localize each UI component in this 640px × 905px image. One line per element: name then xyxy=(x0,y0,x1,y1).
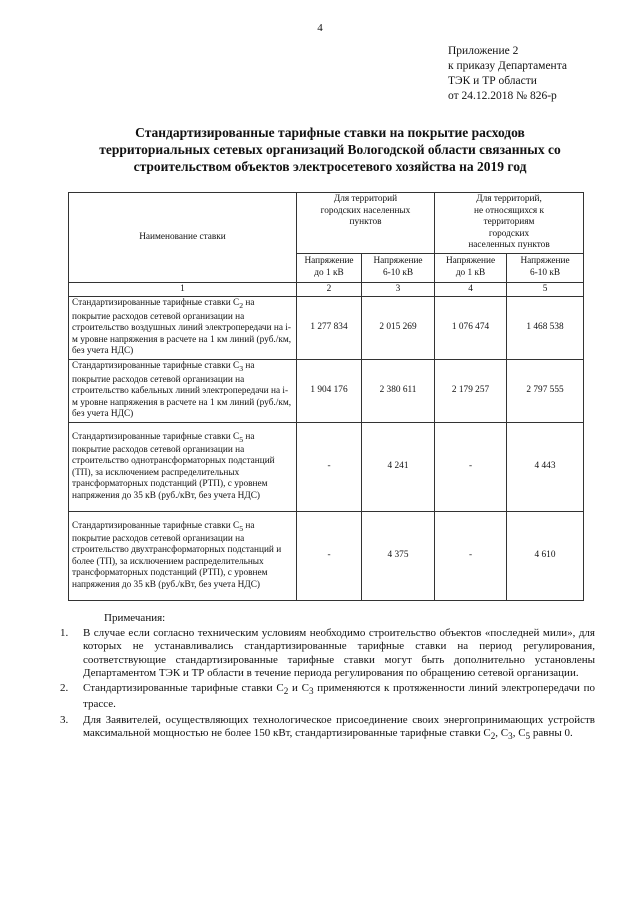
header-line: территориям xyxy=(483,217,535,227)
value-cell: 4 443 xyxy=(507,423,584,512)
header-line: Для территорий xyxy=(333,194,398,204)
note-subscript: 2 xyxy=(283,686,289,697)
value-cell: 2 380 611 xyxy=(362,360,435,423)
value-cell: 1 076 474 xyxy=(435,297,507,360)
table-row xyxy=(69,512,584,601)
note-text: Для Заявителей, осуществляющих технологическое присоединение своих энергопринимающих устройств максимальной мощностью не более 150 кВт, стандартизированные тарифные ставки С xyxy=(83,713,595,739)
appendix-line: Приложение 2 xyxy=(448,45,519,57)
note-text: и С xyxy=(288,682,309,695)
subheader-cell xyxy=(507,253,584,282)
rate-name-text: на покрытие расходов сетевой организации на строительство кабельных линий электропередачи на i-м уровне напряжения в расчете на 1 км линий (руб./км, без учета НДС) xyxy=(72,361,292,420)
rate-name-text: Стандартизированные тарифные ставки С xyxy=(72,361,240,372)
value-cell: 2 179 257 xyxy=(435,360,507,423)
header-line: городских населенных xyxy=(320,205,411,216)
rate-name-text: на покрытие расходов сетевой организации на строительство двухтрансформаторных подстанций и более (ТП), за исключением распределительных трансформаторных подстанций (РТП), с уровнем напряжения до 35 кВ (руб./кВт, без учета НДС) xyxy=(72,520,282,590)
rate-subscript: 3 xyxy=(239,364,244,374)
header-rate-name: Наименование ставки xyxy=(69,193,297,283)
subheader-line: Напряжение xyxy=(373,256,423,266)
header-urban xyxy=(297,193,435,254)
subheader-line: Напряжение xyxy=(304,256,354,266)
value-cell: 2 015 269 xyxy=(362,297,435,360)
rate-name-text: Стандартизированные тарифные ставки С xyxy=(72,520,240,531)
note-text: Стандартизированные тарифные ставки С xyxy=(83,682,284,695)
appendix-block xyxy=(448,44,567,104)
value-cell: - xyxy=(435,512,507,601)
subheader-line: Напряжение xyxy=(445,256,496,266)
note-number: 2. xyxy=(60,682,69,695)
rate-name-cell xyxy=(69,360,297,423)
rate-name-text: Стандартизированные тарифные ставки С xyxy=(72,431,240,442)
column-number-row xyxy=(69,282,584,297)
subheader-line: 6-10 кВ xyxy=(529,267,561,278)
rate-name-cell xyxy=(69,512,297,601)
rate-name-text: на покрытие расходов сетевой организации на строительство воздушных линий электропередачи на i-м уровне напряжения в расчете на 1 км линий (руб./км, без учета НДС) xyxy=(72,298,292,357)
table-row xyxy=(69,423,584,512)
rate-subscript: 2 xyxy=(239,301,244,311)
appendix-line: ТЭК и ТР области xyxy=(448,75,537,87)
subheader-line: 6-10 кВ xyxy=(382,267,414,278)
value-cell: 4 610 xyxy=(507,512,584,601)
value-cell: 1 904 176 xyxy=(297,360,362,423)
title-line: Стандартизированные тарифные ставки на покрытие расходов xyxy=(135,125,525,140)
note-text: , С xyxy=(495,726,509,739)
rate-name-cell xyxy=(69,423,297,512)
table-header-row xyxy=(69,193,584,254)
header-non-urban xyxy=(435,193,584,254)
subheader-cell xyxy=(297,253,362,282)
value-cell: - xyxy=(297,512,362,601)
note-text: В случае если согласно техническим условиям необходимо строительство объектов «последней мили», для которых не устанавливались стандартизированные тарифные ставки на период регулирования, соответствующие стандартизированные тарифные ставки могут быть дополнительно установлены Департаментом ТЭК и ТР области в течение периода регулирования по обращению сетевой организации. xyxy=(83,627,595,679)
column-number: 3 xyxy=(362,282,435,297)
table-row xyxy=(69,360,584,423)
rate-subscript: 5 xyxy=(239,434,244,444)
title-line: территориальных сетевых организаций Вологодской области связанных со xyxy=(99,142,561,157)
note-text: равны 0. xyxy=(530,726,573,739)
subheader-line: до 1 кВ xyxy=(455,267,486,278)
note-item xyxy=(60,682,595,712)
value-cell: 2 797 555 xyxy=(507,360,584,423)
document-title xyxy=(60,124,600,175)
notes-title: Примечания: xyxy=(104,612,166,624)
rate-name-cell xyxy=(69,297,297,360)
subheader-cell xyxy=(435,253,507,282)
notes-section xyxy=(60,612,595,745)
header-line: Для территорий, xyxy=(476,194,542,204)
page-number: 4 xyxy=(317,22,323,34)
value-cell: - xyxy=(297,423,362,512)
note-text: , С xyxy=(512,726,526,739)
value-cell: - xyxy=(435,423,507,512)
title-line: строительством объектов электросетевого хозяйства на 2019 год xyxy=(133,159,527,174)
note-subscript: 2 xyxy=(490,731,496,741)
subheader-line: до 1 кВ xyxy=(314,267,344,278)
note-item xyxy=(60,714,595,744)
rate-subscript: 5 xyxy=(239,523,244,533)
column-number: 5 xyxy=(507,282,584,297)
value-cell: 1 277 834 xyxy=(297,297,362,360)
subheader-cell xyxy=(362,253,435,282)
rate-name-text: Стандартизированные тарифные ставки С xyxy=(72,298,240,309)
header-line: пунктов xyxy=(349,217,382,227)
header-line: городских xyxy=(488,228,530,239)
note-subscript: 3 xyxy=(508,731,513,741)
value-cell: 4 375 xyxy=(362,512,435,601)
note-number: 1. xyxy=(60,627,69,640)
header-line: не относящихся к xyxy=(474,205,545,216)
column-number: 2 xyxy=(297,282,362,297)
note-subscript: 3 xyxy=(308,686,314,697)
value-cell: 4 241 xyxy=(362,423,435,512)
appendix-line: от 24.12.2018 № 826-р xyxy=(448,90,557,102)
rate-name-text: на покрытие расходов сетевой организации на строительство однотрансформаторных подстанций (ТП), за исключением распределительных трансформаторных подстанций (РТП), с уровнем напряжения до 35 кВ (руб./кВт, без учета НДС) xyxy=(72,431,275,501)
appendix-line: к приказу Департамента xyxy=(448,60,567,72)
table-row xyxy=(69,297,584,360)
subheader-line: Напряжение xyxy=(520,256,570,266)
column-number: 4 xyxy=(435,282,507,297)
note-text: применяются к протяженности линий электропередачи по трассе. xyxy=(83,682,595,711)
rates-table xyxy=(68,192,584,601)
note-number: 3. xyxy=(60,713,69,726)
header-line: населенных пунктов xyxy=(468,240,550,250)
note-subscript: 5 xyxy=(525,731,531,741)
column-number: 1 xyxy=(69,282,297,297)
value-cell: 1 468 538 xyxy=(507,297,584,360)
note-item xyxy=(60,627,595,680)
